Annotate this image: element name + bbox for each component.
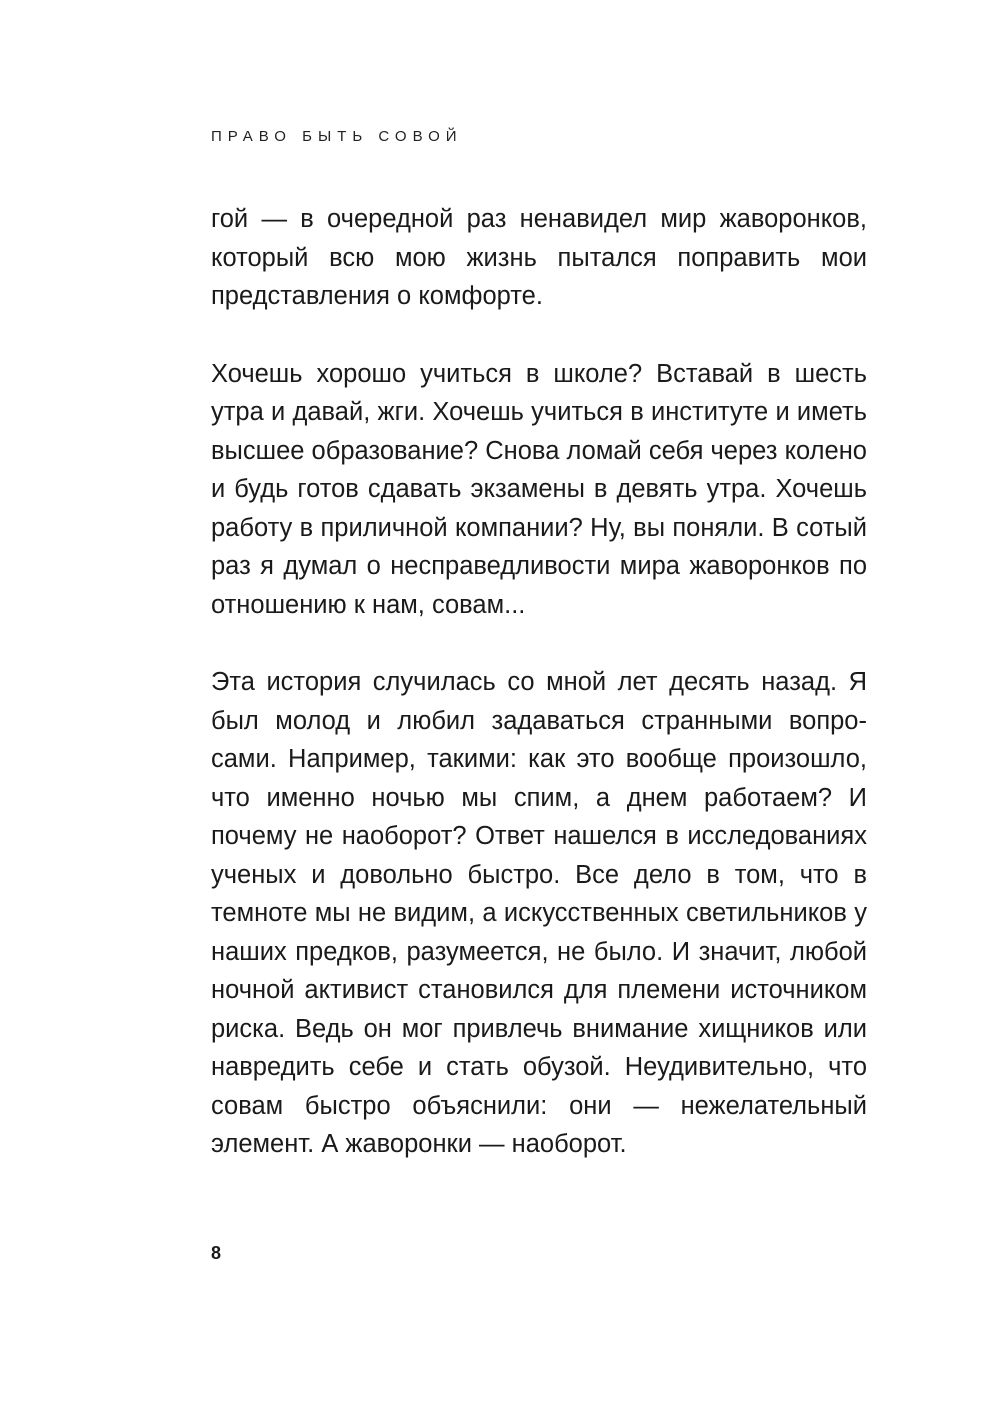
paragraph-2: Хочешь хорошо учиться в школе? Вставай в шесть утра и давай, жги. Хочешь учиться в институте и иметь высшее образование? Снова ломай себя через колено и будь готов сдавать экзамены в девять утра. Хочешь работу в приличной компании? Ну, вы поняли. В сотый раз я думал о несправедливости мира жаворонков по отношению к нам, совам... bbox=[211, 359, 867, 619]
body-text bbox=[211, 200, 867, 1164]
paragraph-1: гой — в очередной раз ненавидел мир жаворонков, который всю мою жизнь пытался поправить мои представления о комфорте. bbox=[211, 205, 867, 310]
paragraph-3: Эта история случилась со мной лет десять назад. Я был молод и любил задаваться странными вопросами. Например, такими: как это вообще произошло, что именно ночью мы спим, а днем работаем? И почему не наоборот? Ответ нашелся в исследованиях ученых и довольно быстро. Все дело в том, что в темноте мы не видим, а искусственных светильников у наших предков, разумеется, не было. И значит, любой ночной активист становился для племени источником риска. Ведь он мог привлечь внимание хищников или навредить себе и стать обузой. Неудивительно, что совам быстро объяснили: они — нежелательный элемент. А жаворонки — наоборот. bbox=[211, 668, 867, 1158]
page-number: 8 bbox=[211, 1243, 222, 1263]
running-head: ПРАВО БЫТЬ СОВОЙ bbox=[211, 128, 463, 145]
